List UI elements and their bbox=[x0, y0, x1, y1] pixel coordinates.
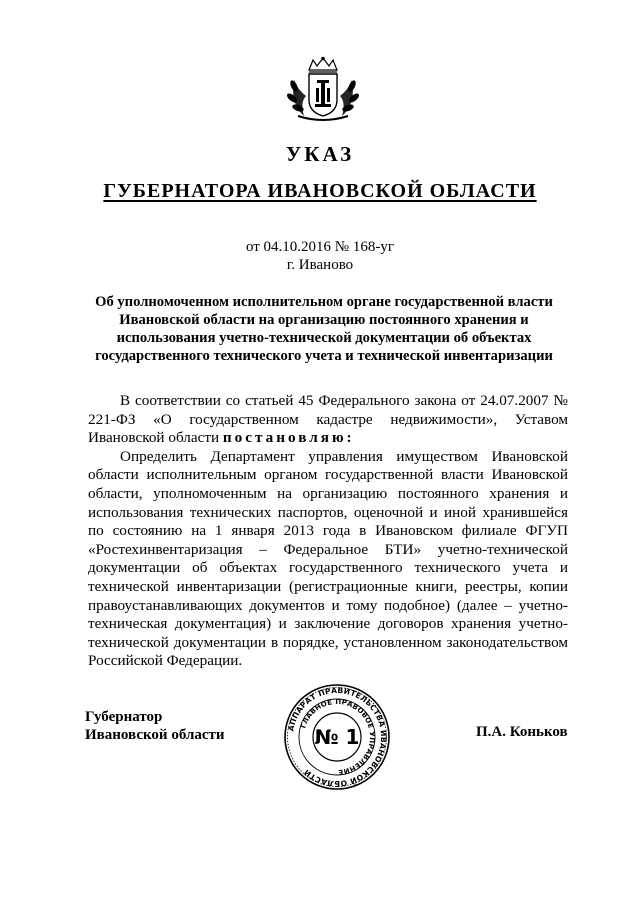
subject-line: использования учетно-технической документации об объектах bbox=[116, 330, 532, 346]
seal-outer-text: АППАРАТ ПРАВИТЕЛЬСТВА ИВАНОВСКОЙ ОБЛАСТИ bbox=[286, 685, 389, 789]
main-paragraph: Определить Департамент управления имуществом Ивановской области исполнительным органом государственной власти Ивановской области, уполномоченным на организацию постоянного хранения и использования технических паспортов, оценочной и иной хранившейся по состоянию на 1 января 2013 года в Ивановском филиале ФГУП «Ростехинвентаризация – Федеральное БТИ» учетно-технической документации об объектах государственного технического учета и технической инвентаризации (регистрационные книги, реестры, копии правоустанавливающих документов и тому подобное) (далее – учетно-техническая документация) и заключение договоров хранения учетно-технической документации в порядке, установленном законодательством Российской Федерации. bbox=[88, 447, 568, 670]
preamble-paragraph bbox=[88, 392, 568, 448]
subject-line: Ивановской области на организацию постоянного хранения и bbox=[119, 312, 529, 328]
official-seal-icon bbox=[283, 683, 391, 791]
decree-subject bbox=[82, 293, 566, 365]
seal-inner-text: ГЛАВНОЕ ПРАВОВОЕ УПРАВЛЕНИЕ bbox=[299, 697, 377, 777]
subject-line: Об уполномоченном исполнительном органе государственной власти bbox=[95, 294, 553, 310]
city-line: г. Иваново bbox=[286, 257, 354, 273]
signatory-position bbox=[85, 708, 225, 744]
seal-number: № 1 bbox=[314, 725, 360, 749]
preamble-text: В соответствии со статьей 45 Федерального закона от 24.07.2007 № 221-ФЗ «О государственном кадастре недвижимости», Уставом Ивановской области bbox=[88, 392, 568, 447]
decree-body bbox=[88, 392, 568, 671]
position-line: Губернатор bbox=[85, 709, 163, 725]
issuer-title: ГУБЕРНАТОРА ИВАНОВСКОЙ ОБЛАСТИ bbox=[103, 180, 537, 202]
decree-word: постановляю: bbox=[222, 429, 355, 447]
date-number-line: от 04.10.2016 № 168-уг bbox=[245, 239, 395, 255]
coat-of-arms-icon bbox=[284, 56, 362, 122]
subject-line: государственного технического учета и технической инвентаризации bbox=[95, 348, 553, 364]
position-line: Ивановской области bbox=[85, 727, 225, 743]
signatory-name: П.А. Коньков bbox=[476, 724, 568, 740]
document-type-title: УКАЗ bbox=[285, 142, 355, 166]
